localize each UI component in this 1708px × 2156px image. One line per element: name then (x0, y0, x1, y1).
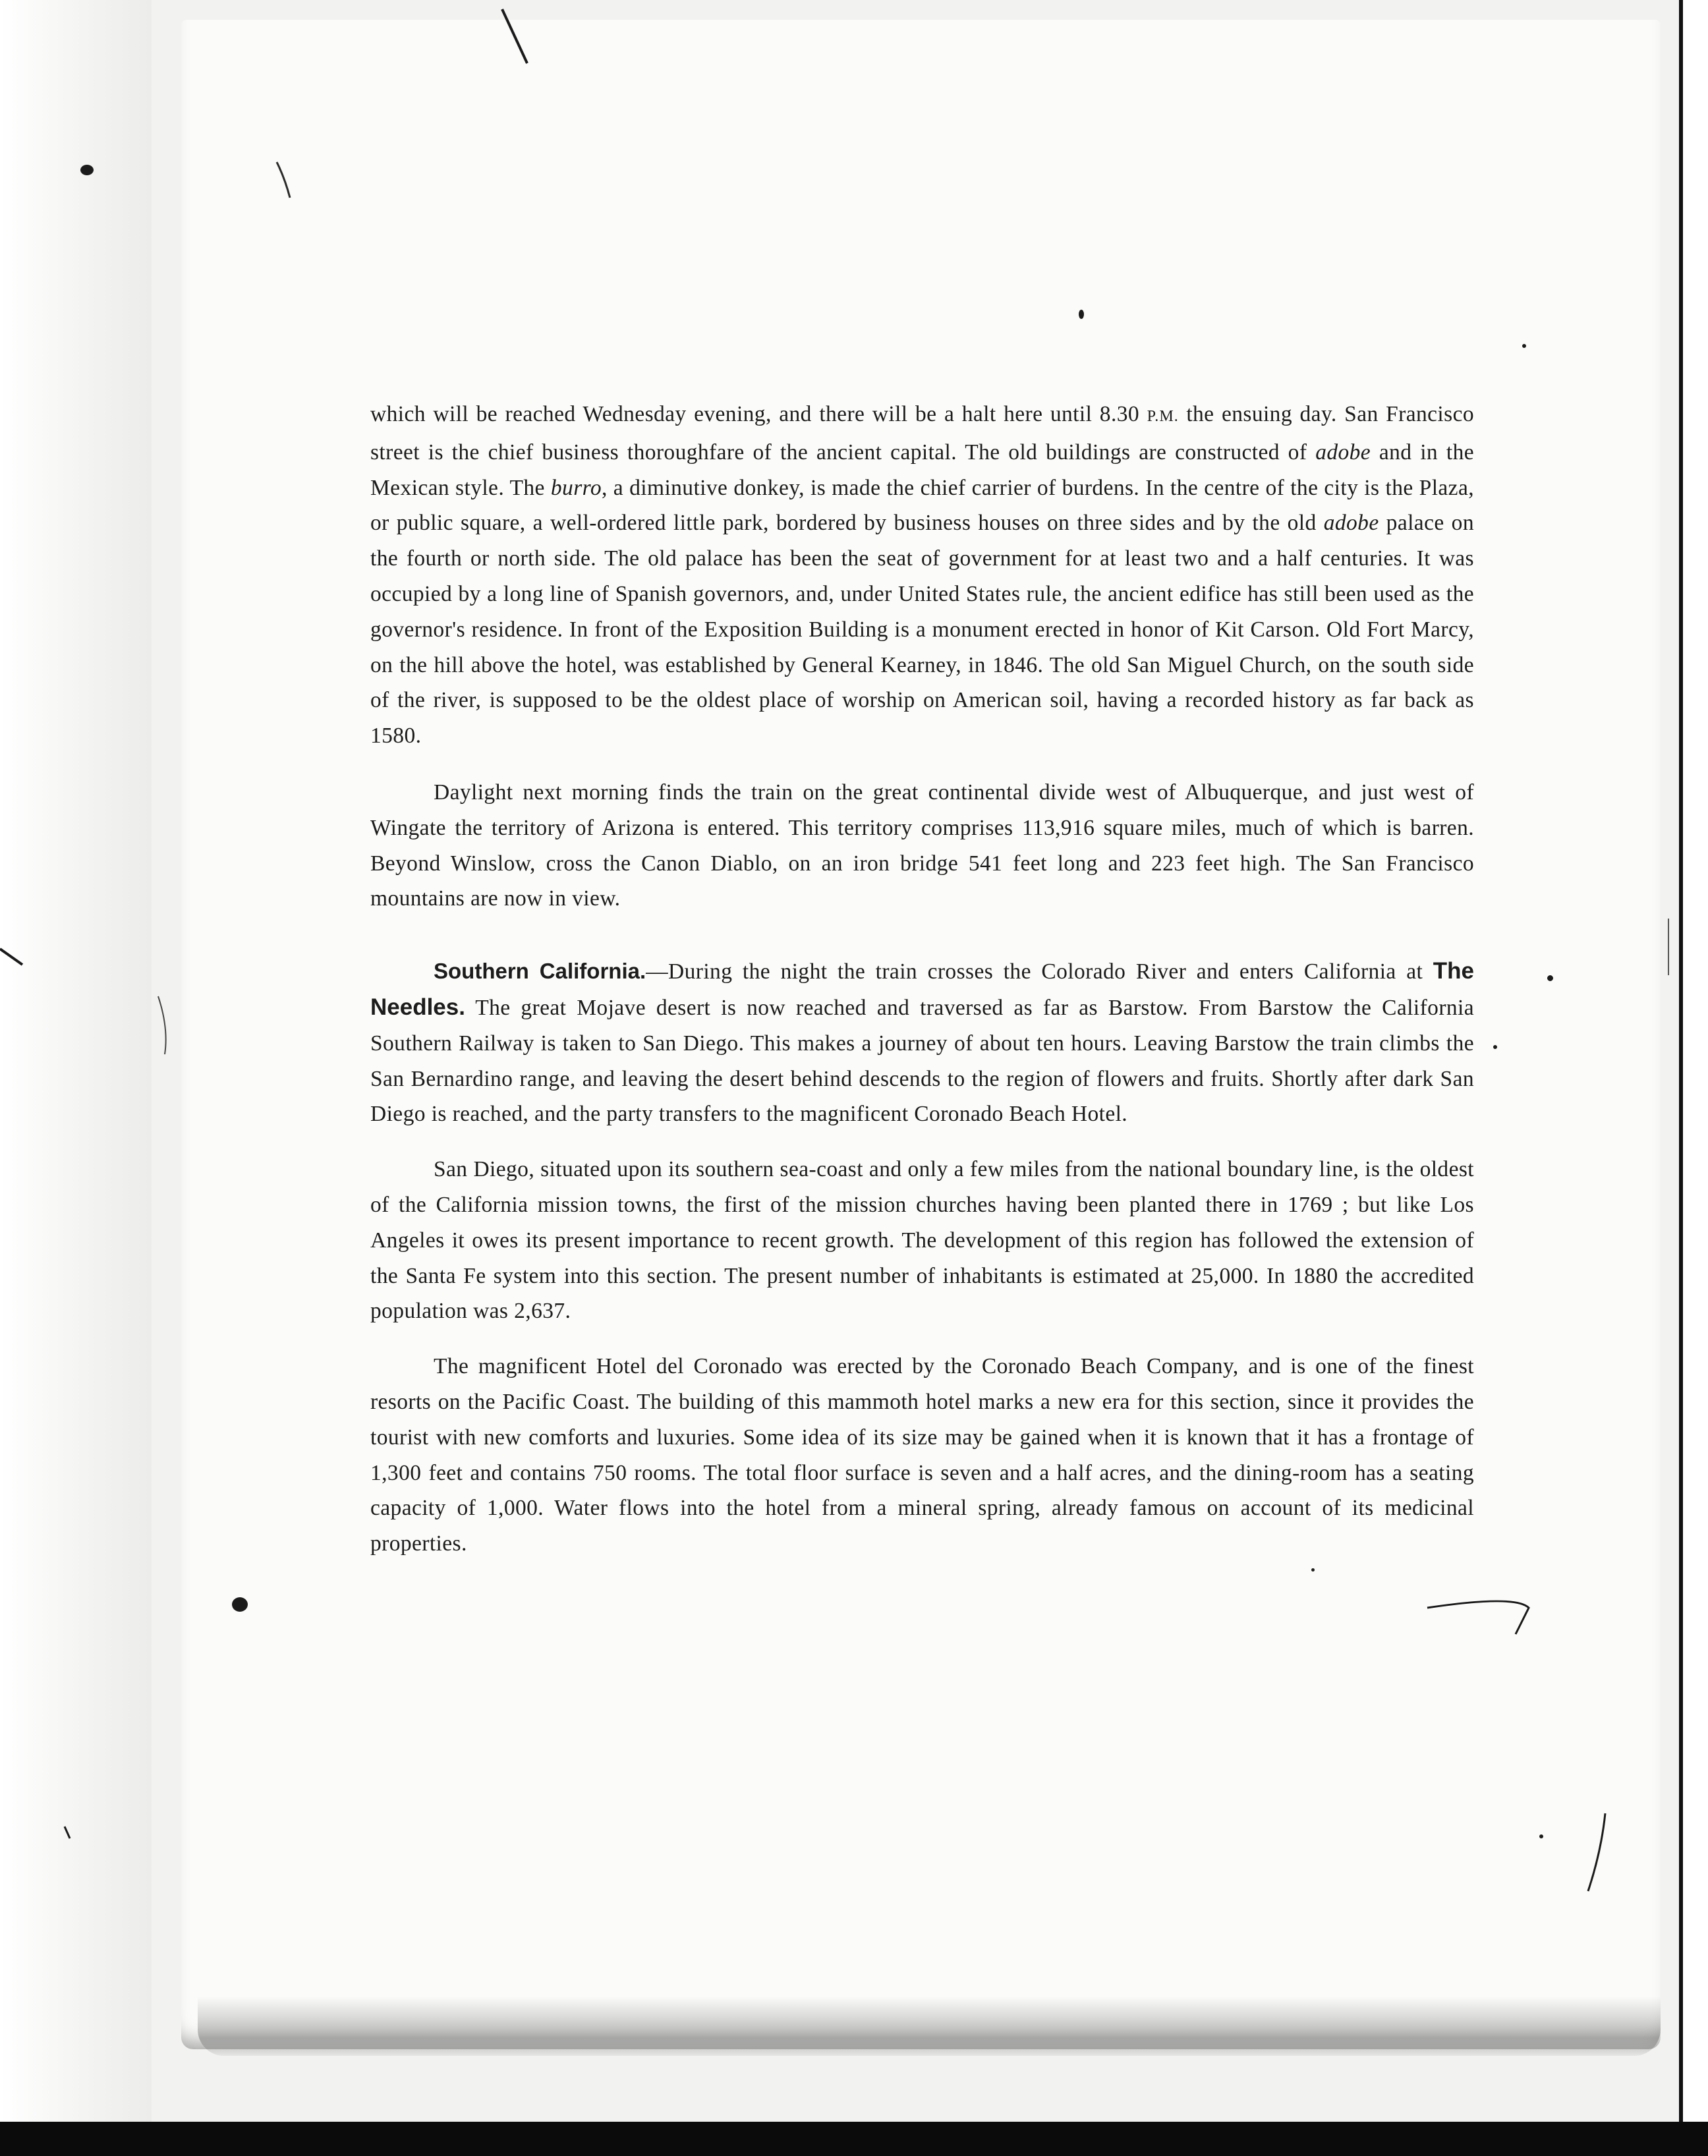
text-run: and in the Mexican style. The (370, 440, 1474, 500)
paragraph-southern-california (370, 953, 1474, 1132)
text-run: which will be reached Wednesday evening, and there will be a halt here until 8.30 (370, 402, 1147, 426)
text-run: burro (550, 475, 602, 500)
text-run: P.M. (1147, 408, 1179, 425)
text-run: adobe (1315, 440, 1371, 465)
text-run: —During the night the train crosses the Colorado River and enters California at (646, 959, 1433, 984)
text-run: adobe (1323, 511, 1379, 536)
paragraph-santa-fe (370, 397, 1474, 754)
section-heading: Southern California. (434, 959, 646, 984)
paragraph-san-diego (370, 1152, 1474, 1329)
paragraph-arizona (370, 775, 1474, 917)
text-run: the ensuing day. San Francisco street is the chief business thoroughfare of the ancient capital. The old buildings are constructed of (370, 402, 1474, 465)
text-run: , a diminutive donkey, is made the chief carrier of burdens. In the centre of the city is the Plaza, or public square, a well-ordered little park, bordered by business houses on three sides and by the old (370, 475, 1474, 536)
text-run: San Diego, situated upon its southern sea-coast and only a few miles from the national boundary line, is the oldest of the California mission towns, the first of the mission churches having been planted there in 1769 ; but like Los Angeles it owes its present importance to recent growth. The development of this region has followed the extension of the Santa Fe system into this section. The present number of inhabitants is estimated at 25,000. In 1880 the accredited population was 2,637. (370, 1157, 1474, 1324)
body-text (370, 397, 1474, 1562)
text-run: The great Mojave desert is now reached and traversed as far as Barstow. From Barstow the California Southern Railway is taken to San Diego. This makes a journey of about ten hours. Leaving Barstow the train climbs the San Bernardino range, and leaving the desert behind descends to the region of flowers and fruits. Shortly after dark San Diego is reached, and the party transfers to the magnificent Coronado Beach Hotel. (370, 995, 1474, 1127)
place-heading: The Needles. (370, 958, 1474, 1020)
text-run: The magnificent Hotel del Coronado was erected by the Coronado Beach Company, and is one of the finest resorts on the Pacific Coast. The building of this mammoth hotel marks a new era for this section, since it provides the tourist with new comforts and luxuries. Some idea of its size may be gained when it is known that it has a frontage of 1,300 feet and contains 750 rooms. The total floor surface is seven and a half acres, and the dining-room has a seating capacity of 1,000. Water flows into the hotel from a mineral spring, already famous on account of its medicinal properties. (370, 1354, 1474, 1556)
text-run: palace on the fourth or north side. The old palace has been the seat of government for at least two and a half centuries. It was occupied by a long line of Spanish governors, and, under United States rule, the ancient edifice has still been used as the governor's residence. In front of the Exposition Building is a monument erected in honor of Kit Carson. Old Fort Marcy, on the hill above the hotel, was established by General Kearney, in 1846. The old San Miguel Church, on the south side of the river, is supposed to be the oldest place of worship on American soil, having a recorded history as far back as 1580. (370, 511, 1474, 749)
paragraph-hotel-del-coronado (370, 1349, 1474, 1562)
text-run: Daylight next morning finds the train on the great continental divide west of Albuquerque, and just west of Wingate the territory of Arizona is entered. This territory comprises 113,916 square miles, much of which is barren. Beyond Winslow, cross the Canon Diablo, on an iron bridge 541 feet long and 223 feet high. The San Francisco mountains are now in view. (370, 780, 1474, 911)
